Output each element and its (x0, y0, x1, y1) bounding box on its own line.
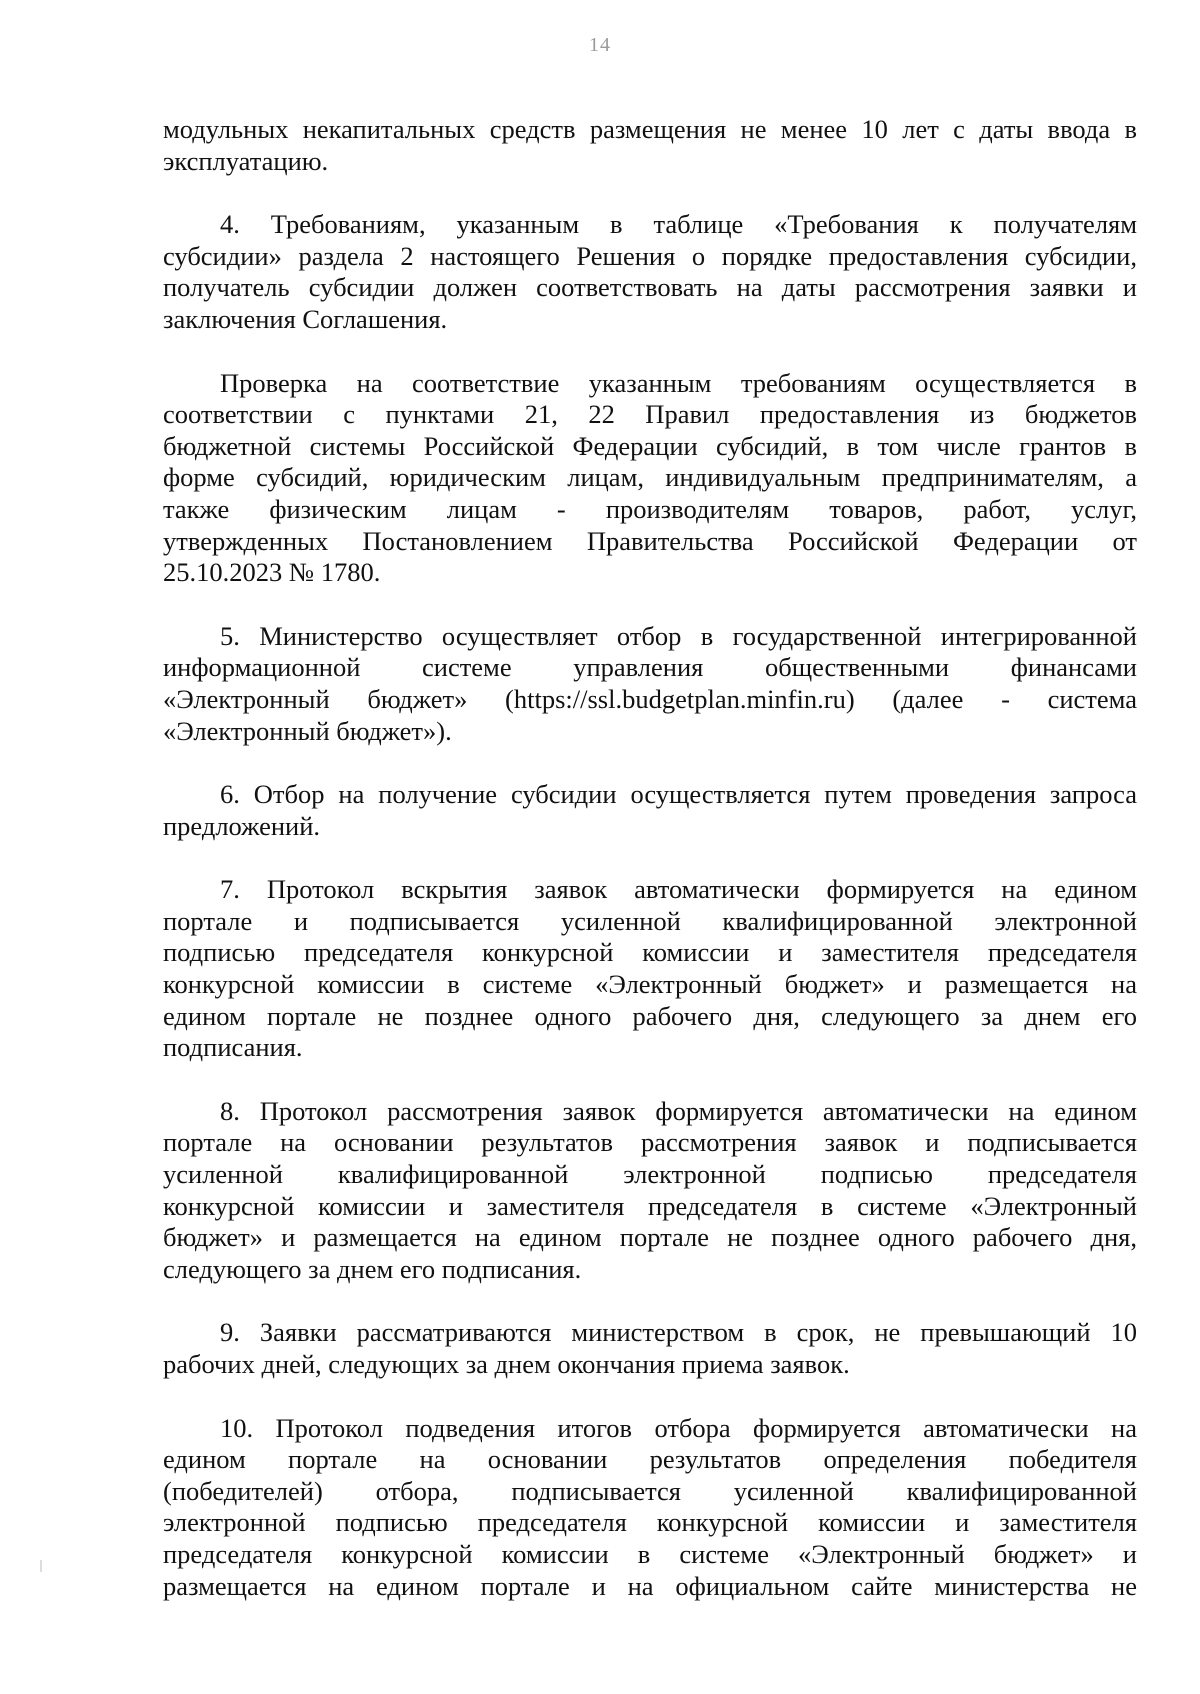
text-line: Проверка на соответствие указанным требованиям осуществляется в (220, 367, 1137, 398)
text-line: (победителей) отбора, подписывается усиленной квалифицированной (163, 1475, 1137, 1506)
text-line: портале на основании результатов рассмотрения заявок и подписывается (163, 1127, 1137, 1158)
text-line: утвержденных Постановлением Правительства Российской Федерации от (163, 525, 1137, 556)
text-line: форме субсидий, юридическим лицам, индивидуальным предпринимателям, а (163, 462, 1137, 493)
paragraph (163, 114, 1137, 177)
paragraph (163, 1096, 1137, 1286)
text-line: следующего за днем его подписания. (163, 1253, 582, 1284)
text-line: портале и подписывается усиленной квалифицированной электронной (163, 905, 1137, 936)
text-line: модульных некапитальных средств размещения не менее 10 лет с даты ввода в (163, 114, 1137, 144)
text-line: 6. Отбор на получение субсидии осуществляется путем проведения запроса (220, 779, 1137, 810)
text-line: размещается на едином портале и на официальном сайте министерства не (163, 1570, 1137, 1601)
page-number: 14 (589, 34, 611, 56)
text-line: электронной подписью председателя конкурсной комиссии и заместителя (163, 1507, 1137, 1538)
text-line: субсидии» раздела 2 настоящего Решения о порядке предоставления субсидии, (163, 240, 1137, 271)
text-line: конкурсной комиссии и заместителя председателя в системе «Электронный (163, 1190, 1137, 1221)
text-line: 5. Министерство осуществляет отбор в государственной интегрированной (220, 620, 1137, 651)
text-line: едином портале не позднее одного рабочего дня, следующего за днем его (163, 1000, 1137, 1031)
text-line: «Электронный бюджет»). (163, 715, 452, 746)
text-line: 10. Протокол подведения итогов отбора формируется автоматически на (220, 1412, 1137, 1443)
paragraph (163, 874, 1137, 1064)
text-line: предложений. (163, 810, 321, 841)
paragraph (163, 1413, 1137, 1603)
text-line: 25.10.2023 № 1780. (163, 557, 381, 588)
paragraph (163, 209, 1137, 335)
document-body (163, 114, 1137, 1634)
text-line: рабочих дней, следующих за днем окончания приема заявок. (163, 1349, 850, 1379)
text-line: председателя конкурсной комиссии в системе «Электронный бюджет» и (163, 1538, 1137, 1569)
paragraph (163, 368, 1137, 589)
paragraph (163, 779, 1137, 842)
text-line: подписания. (163, 1032, 303, 1063)
text-line: едином портале на основании результатов определения победителя (163, 1444, 1137, 1475)
text-line: подписью председателя конкурсной комиссии и заместителя председателя (163, 937, 1137, 968)
text-line: получатель субсидии должен соответствовать на даты рассмотрения заявки и (163, 272, 1137, 303)
scan-margin-mark (40, 1560, 42, 1572)
text-line: 9. Заявки рассматриваются министерством в срок, не превышающий 10 (220, 1317, 1137, 1348)
text-line: бюджетной системы Российской Федерации субсидий, в том числе грантов в (163, 430, 1137, 461)
text-line: 4. Требованиям, указанным в таблице «Требования к получателям (220, 209, 1137, 240)
text-line: заключения Соглашения. (163, 303, 448, 334)
text-line: также физическим лицам - производителям товаров, работ, услуг, (163, 493, 1137, 524)
text-line: соответствии с пунктами 21, 22 Правил предоставления из бюджетов (163, 399, 1137, 430)
text-line: конкурсной комиссии в системе «Электронный бюджет» и размещается на (163, 969, 1137, 1000)
paragraph (163, 621, 1137, 747)
text-line: 7. Протокол вскрытия заявок автоматически формируется на едином (220, 874, 1137, 905)
text-line: «Электронный бюджет» (https://ssl.budgetplan.minfin.ru) (далее - система (163, 683, 1137, 714)
text-line: информационной системе управления общественными финансами (163, 652, 1137, 683)
paragraph (163, 1317, 1137, 1380)
text-line: эксплуатацию. (163, 145, 329, 176)
text-line: бюджет» и размещается на едином портале не позднее одного рабочего дня, (163, 1222, 1137, 1253)
text-line: усиленной квалифицированной электронной подписью председателя (163, 1159, 1137, 1190)
text-line: 8. Протокол рассмотрения заявок формируется автоматически на едином (220, 1095, 1137, 1126)
